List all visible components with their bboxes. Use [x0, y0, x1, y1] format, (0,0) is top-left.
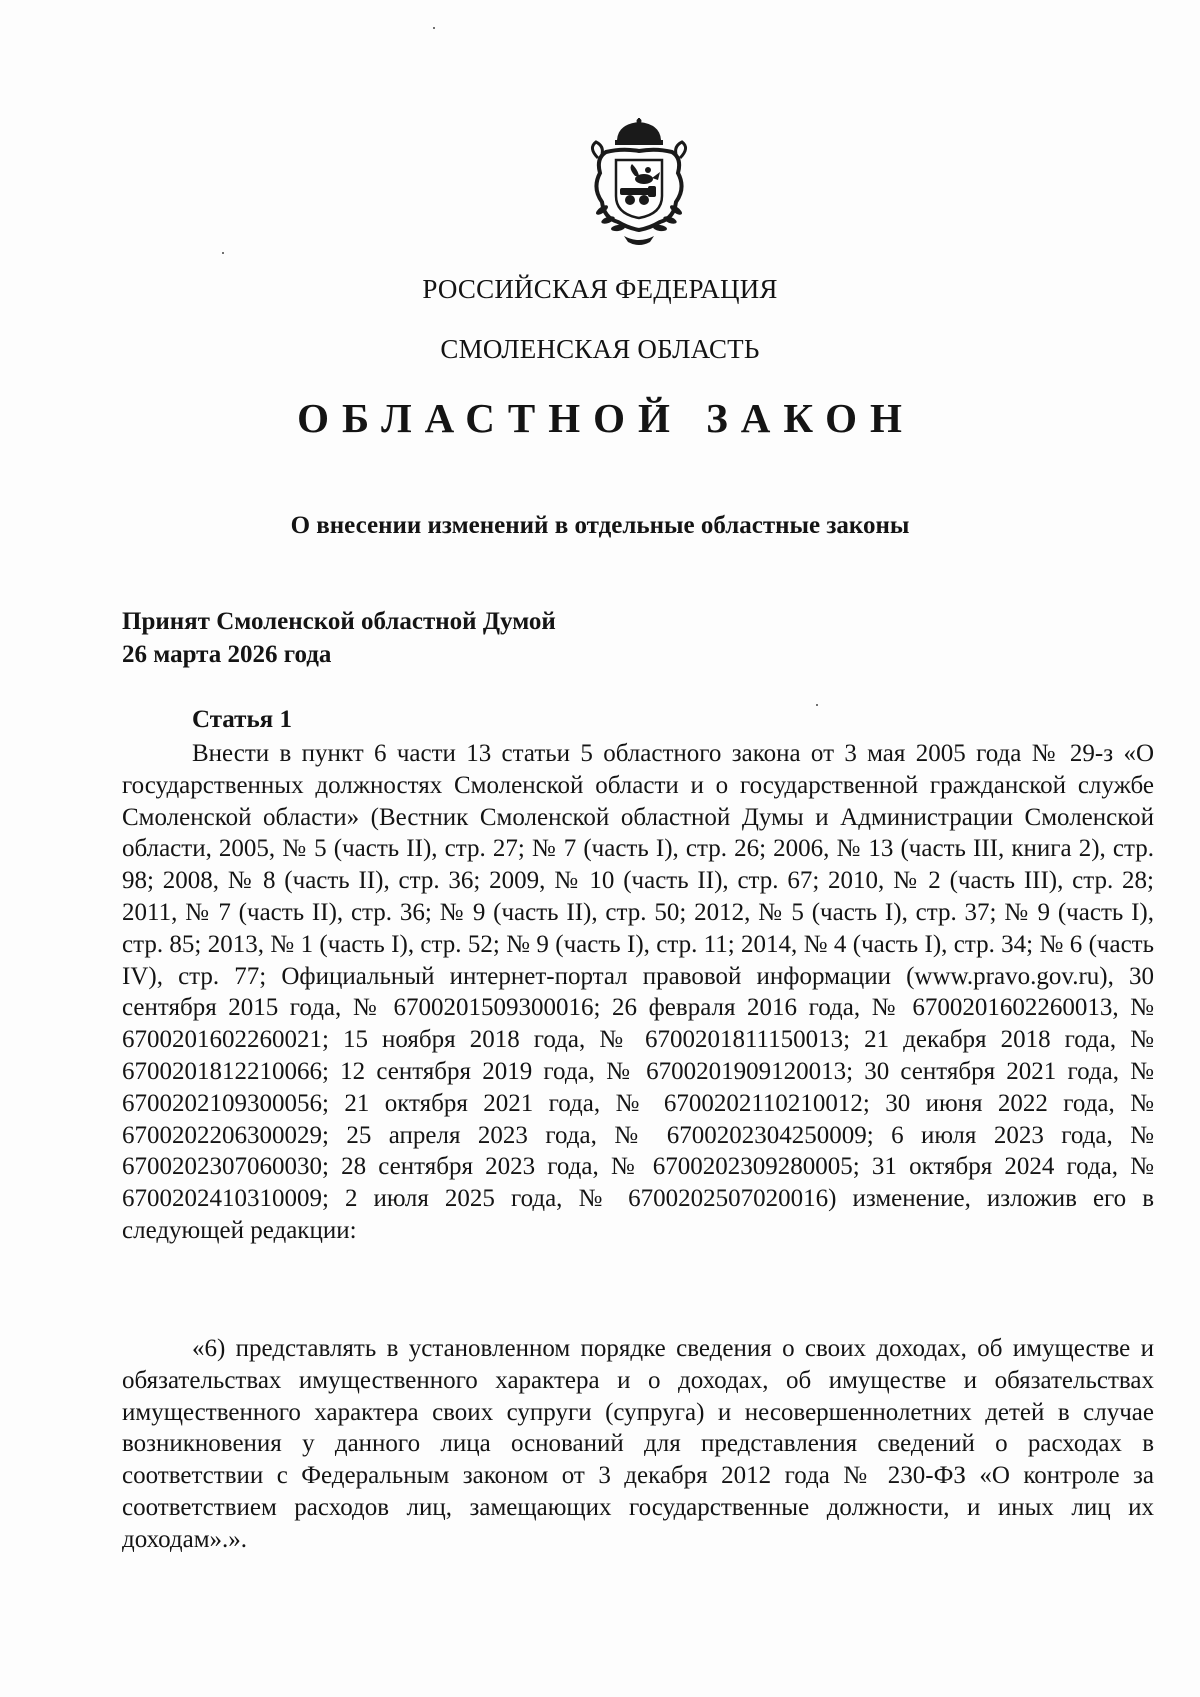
document-type-title: ОБЛАСТНОЙ ЗАКОН	[297, 395, 915, 441]
country-name: РОССИЙСКАЯ ФЕДЕРАЦИЯ	[422, 274, 778, 304]
region-name: СМОЛЕНСКАЯ ОБЛАСТЬ	[440, 334, 760, 364]
article-quoted-paragraph: «6) представлять в установленном порядке сведения о своих доходах, об имуществе и обязательствах имущественного характера и о доходах, об имуществе и обязательствах имущественного характера своих супруги (супруга) и несовершеннолетних детей в случае возникновения у данного лица оснований для представления сведений о расходах в соответствии с Федеральным законом от 3 декабря 2012 года № 230-ФЗ «О контроле за соответствием расходов лиц, замещающих государственные должности, и иных лиц их доходам».».	[122, 1335, 1154, 1553]
law-subject-title: О внесении изменений в отдельные областные законы	[290, 512, 910, 539]
scan-speck	[816, 704, 818, 706]
crown-icon	[615, 118, 663, 145]
adoption-date: 26 марта 2026 года	[122, 641, 332, 668]
adoption-line: Принят Смоленской областной Думой	[122, 608, 556, 635]
scan-speck	[222, 252, 224, 254]
article-heading: Статья 1	[192, 706, 292, 733]
smolensk-coat-of-arms-icon	[584, 118, 694, 248]
scan-speck	[433, 27, 435, 29]
article-paragraph: Внести в пункт 6 части 13 статьи 5 областного закона от 3 мая 2005 года № 29-з «О государственных должностях Смоленской области и о государственной гражданской службе Смоленской области» (Вестник Смоленской областной Думы и Администрации Смоленской области, 2005, № 5 (часть II), стр. 27; № 7 (часть I), стр. 26; 2006, № 13 (часть III, книга 2), стр. 98; 2008, № 8 (часть II), стр. 36; 2009, № 10 (часть II), стр. 67; 2010, № 2 (часть III), стр. 28; 2011, № 7 (часть II), стр. 36; № 9 (часть II), стр. 50; 2012, № 5 (часть I), стр. 37; № 9 (часть I), стр. 85; 2013, № 1 (часть I), стр. 52; № 9 (часть I), стр. 11; 2014, № 4 (часть I), стр. 34; № 6 (часть IV), стр. 77; Официальный интернет-портал правовой информации (www.pravo.gov.ru), 30 сентября 2015 года, № 6700201509300016; 26 февраля 2016 года, № 6700201602260013, № 6700201602260021; 15 ноября 2018 года, № 6700201811150013; 21 декабря 2018 года, № 6700201812210066; 12 сентября 2019 года, № 6700201909120013; 30 сентября 2021 года, № 6700202109300056; 21 октября 2021 года, № 6700202110210012; 30 июня 2022 года, № 6700202206300029; 25 апреля 2023 года, № 6700202304250009; 6 июля 2023 года, № 6700202307060030; 28 сентября 2023 года, № 6700202309280005; 31 октября 2024 года, № 6700202410310009; 2 июля 2025 года, № 6700202507020016) изменение, изложив его в следующей редакции:	[122, 740, 1154, 1244]
